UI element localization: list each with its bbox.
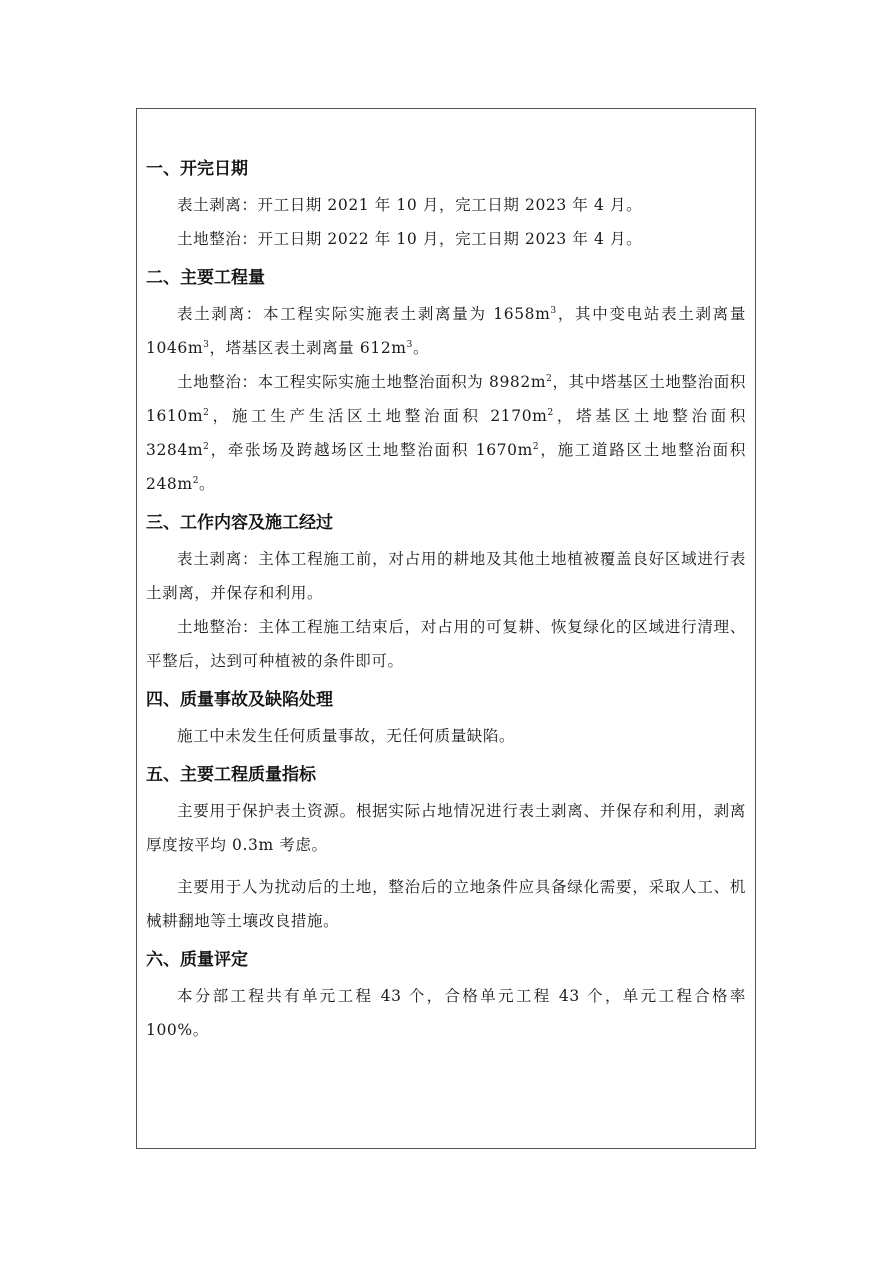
section-heading-work-content: 三、工作内容及施工经过 <box>146 513 333 533</box>
section-heading-quality-incidents: 四、质量事故及缺陷处理 <box>146 690 333 710</box>
section-heading-start-end-dates: 一、开完日期 <box>146 159 248 179</box>
paragraph-land-process: 土地整治：主体工程施工结束后，对占用的可复耕、恢复绿化的区域进行清理、平整后，达到可种植被的条件即可。 <box>146 618 746 670</box>
paragraph-topsoil-process: 表土剥离：主体工程施工前，对占用的耕地及其他土地植被覆盖良好区域进行表土剥离，并保存和利用。 <box>146 550 746 602</box>
section-heading-quality-indicators: 五、主要工程质量指标 <box>146 765 316 785</box>
paragraph-topsoil-indicator: 主要用于保护表土资源。根据实际占地情况进行表土剥离、并保存和利用，剥离厚度按平均 0.3m 考虑。 <box>146 802 746 854</box>
paragraph-topsoil-quantity: 表土剥离：本工程实际实施表土剥离量为 $1658m^3$，其中变电站表土剥离量 $1046m^3$，塔基区表土剥离量 $612m^3$。 <box>146 305 746 357</box>
section-heading-quality-assessment: 六、质量评定 <box>146 950 248 970</box>
section-heading-main-quantities: 二、主要工程量 <box>146 268 265 288</box>
paragraph-land-quantity: 土地整治：本工程实际实施土地整治面积为 $8982m^2$，其中塔基区土地整治面积 $1610m^2$，施工生产生活区土地整治面积 $2170m^2$，塔基区土地整治面积 $3284m^2$，牵张场及跨越场区土地整治面积 $1670m^2$，施工道路区土地整治面积 $248m^2$。 <box>146 373 747 493</box>
report-content <box>146 157 746 1047</box>
paragraph-no-incidents: 施工中未发生任何质量事故，无任何质量缺陷。 <box>177 727 516 745</box>
paragraph-assessment: 本分部工程共有单元工程 43 个，合格单元工程 43 个，单元工程合格率 100%。 <box>146 987 746 1039</box>
paragraph-land-dates: 土地整治：开工日期 2022 年 10 月，完工日期 2023 年 4 月。 <box>177 230 643 248</box>
paragraph-land-indicator: 主要用于人为扰动后的土地，整治后的立地条件应具备绿化需要，采取人工、机械耕翻地等土壤改良措施。 <box>146 878 746 930</box>
paragraph-topsoil-dates: 表土剥离：开工日期 2021 年 10 月，完工日期 2023 年 4 月。 <box>177 196 643 214</box>
report-frame <box>136 108 756 1149</box>
